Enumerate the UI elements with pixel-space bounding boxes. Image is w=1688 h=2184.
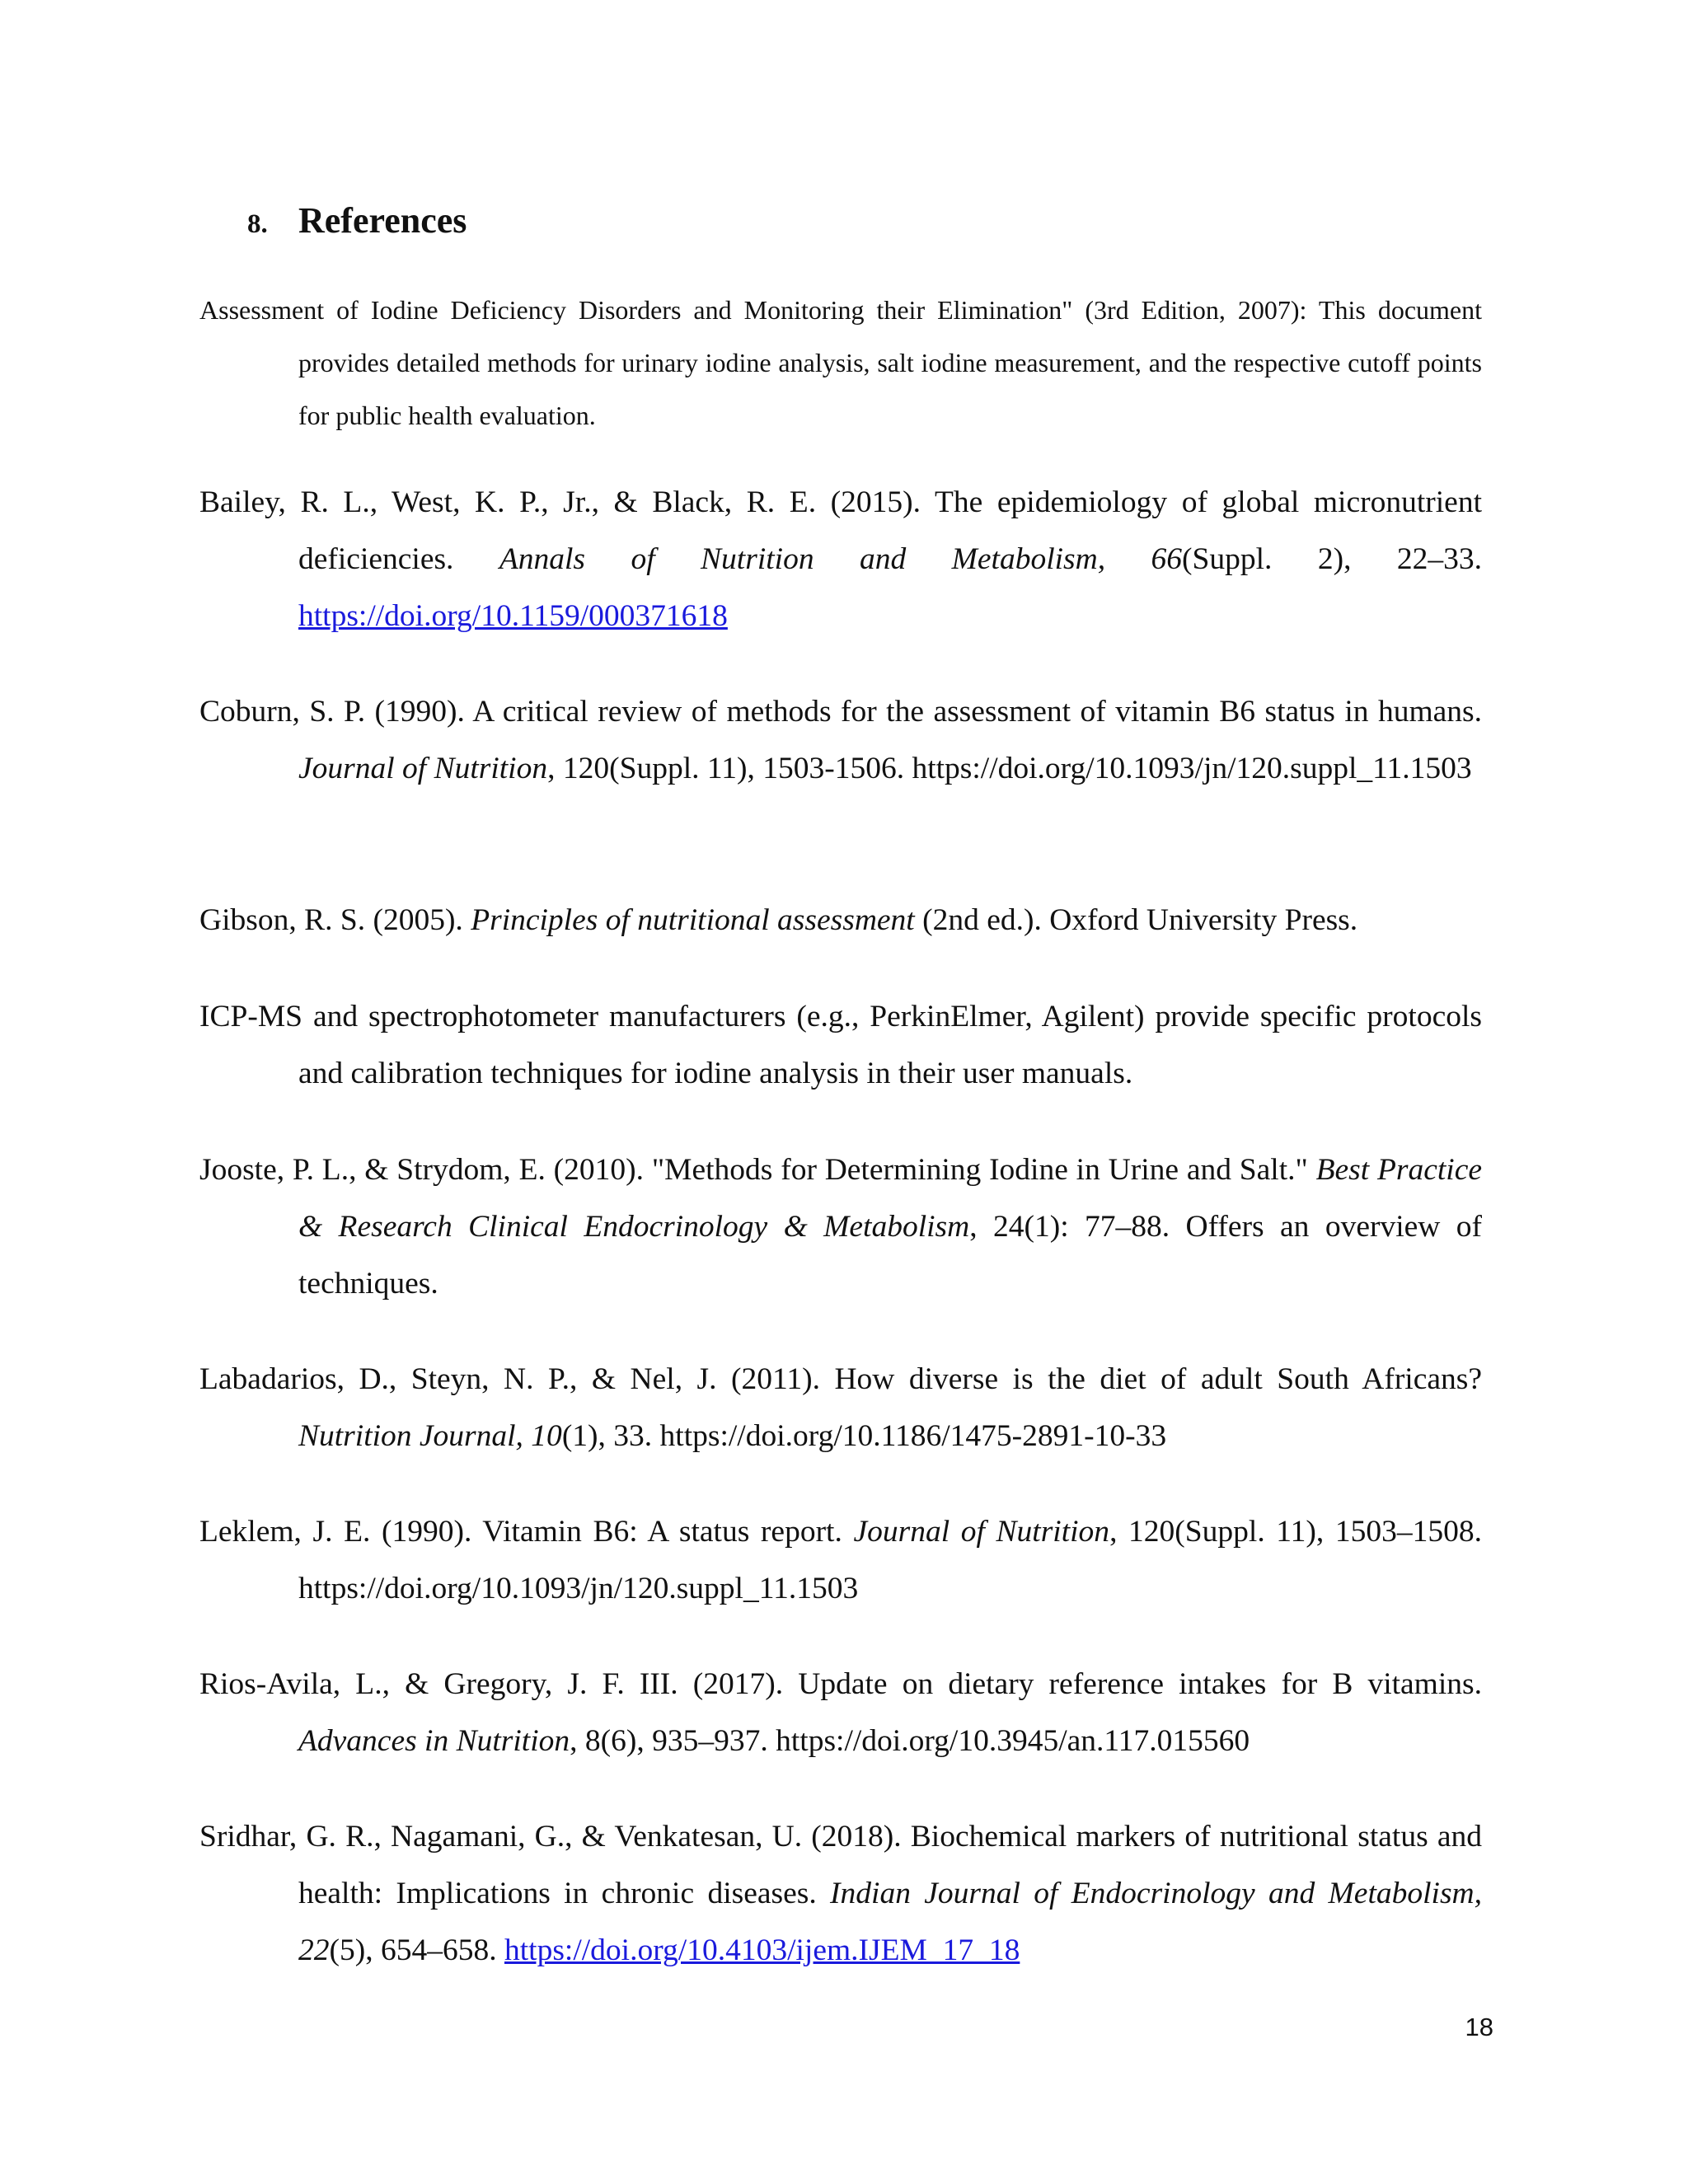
section-heading	[247, 196, 467, 249]
reference-text: Rios-Avila, L., & Gregory, J. F. III. (2017). Update on dietary reference intakes for B vitamins.	[199, 1667, 1482, 1701]
reference-gibson	[199, 892, 1482, 949]
journal-title: Indian Journal of Endocrinology and Metabolism, 22	[298, 1877, 1482, 1967]
section-title: References	[298, 200, 467, 241]
reference-text: , 24(1): 77–88. Offers an overview of techniques.	[298, 1210, 1482, 1301]
reference-text: Gibson, R. S. (2005).	[199, 903, 471, 937]
reference-text: ICP-MS and spectrophotometer manufacturers (e.g., PerkinElmer, Agilent) provide specific protocols and calibration techniques for iodine analysis in their user manuals.	[199, 1000, 1482, 1090]
journal-title: Nutrition Journal, 10	[298, 1419, 562, 1453]
journal-title: Journal of Nutrition	[853, 1515, 1110, 1549]
reference-text: (2nd ed.). Oxford University Press.	[914, 903, 1358, 937]
page-number: 18	[1465, 2013, 1493, 2041]
reference-text: Leklem, J. E. (1990). Vitamin B6: A status report.	[199, 1515, 854, 1549]
doi-link[interactable]: https://doi.org/10.4103/ijem.IJEM_17_18	[504, 1933, 1020, 1967]
reference-text: Coburn, S. P. (1990). A critical review of methods for the assessment of vitamin B6 status in humans.	[199, 695, 1482, 729]
reference-text: Assessment of Iodine Deficiency Disorders and Monitoring their Elimination" (3rd Edition, 2007): This document provides detailed methods for urinary iodine analysis, salt iodine measurement, and the respective cutoff points for public health evaluation.	[199, 295, 1482, 430]
doi-link[interactable]: https://doi.org/10.1159/000371618	[298, 599, 728, 633]
reference-text: , 120(Suppl. 11), 1503-1506. https://doi.org/10.1093/jn/120.suppl_11.1503	[547, 752, 1472, 785]
reference-text: Jooste, P. L., & Strydom, E. (2010). "Methods for Determining Iodine in Urine and Salt."	[199, 1153, 1316, 1187]
reference-labadarios	[199, 1351, 1482, 1465]
reference-leklem	[199, 1503, 1482, 1617]
reference-icp-ms	[199, 988, 1482, 1102]
reference-iodine-assessment	[199, 284, 1482, 442]
journal-title: Best Practice & Research Clinical Endocrinology & Metabolism	[298, 1153, 1482, 1244]
reference-text: , 8(6), 935–937. https://doi.org/10.3945/an.117.015560	[570, 1724, 1250, 1758]
reference-sridhar	[199, 1808, 1482, 1979]
reference-jooste	[199, 1141, 1482, 1312]
journal-title: Annals of Nutrition and Metabolism, 66	[499, 542, 1183, 576]
reference-text: (Suppl. 2), 22–33.	[1182, 542, 1482, 576]
reference-text: Sridhar, G. R., Nagamani, G., & Venkatesan, U. (2018). Biochemical markers of nutritional status and health: Implications in chronic diseases.	[199, 1820, 1482, 1910]
reference-text: Bailey, R. L., West, K. P., Jr., & Black, R. E. (2015). The epidemiology of global micronutrient deficiencies.	[199, 485, 1482, 576]
reference-text: Labadarios, D., Steyn, N. P., & Nel, J. (2011). How diverse is the diet of adult South Africans?	[199, 1362, 1482, 1396]
reference-bailey	[199, 474, 1482, 644]
reference-text: , 120(Suppl. 11), 1503–1508. https://doi.org/10.1093/jn/120.suppl_11.1503	[298, 1515, 1483, 1605]
reference-rios-avila	[199, 1656, 1482, 1769]
reference-coburn	[199, 683, 1482, 797]
reference-text: (5), 654–658.	[329, 1933, 504, 1967]
section-number: 8.	[247, 209, 268, 239]
journal-title: Journal of Nutrition	[298, 752, 548, 785]
reference-text: (1), 33. https://doi.org/10.1186/1475-2891-10-33	[561, 1419, 1167, 1453]
book-title: Principles of nutritional assessment	[471, 903, 915, 937]
journal-title: Advances in Nutrition	[298, 1724, 570, 1758]
